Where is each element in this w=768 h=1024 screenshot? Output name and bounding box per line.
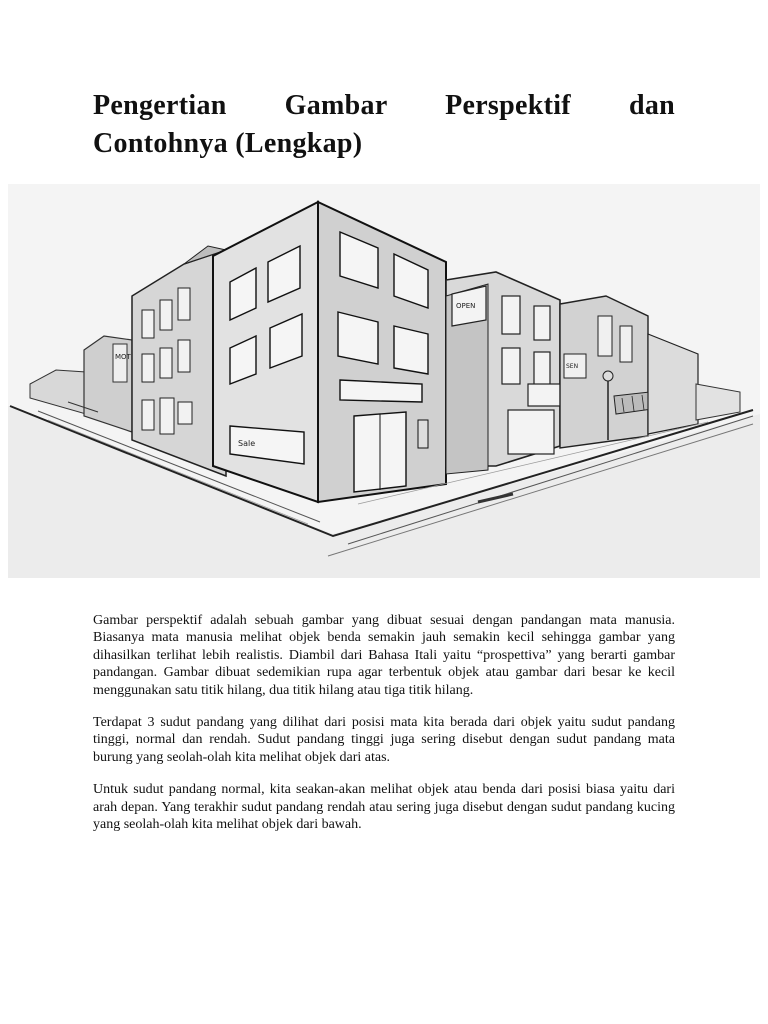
paragraph-3: Untuk sudut pandang normal, kita seakan-akan melihat objek atau benda dari posisi biasa yaitu dari arah depan. Yang terakhir sudut pandang rendah atau sering juga disebut dengan sudut pandang kucing yang seolah-olah kita melihat objek dari bawah. (93, 782, 675, 833)
page-title (93, 87, 675, 163)
title-line-1: Pengertian Gambar Perspektif dan (93, 90, 675, 121)
street-perspective-sketch-icon (8, 184, 760, 578)
paragraph-1: Gambar perspektif adalah sebuah gambar yang dibuat sesuai dengan pandangan mata manusia. Biasanya mata manusia melihat objek benda semakin jauh semakin kecil sehingga gambar yang dihasilkan terlihat lebih realistis. Diambil dari Bahasa Itali yaitu “prospettiva” yang berarti gambar pandangan. Gambar dibuat sedemikian rupa agar terbentuk objek atau gambar dari besar ke kecil menggunakan satu titik hilang, dua titik hilang atau tiga titik hilang. (93, 613, 675, 698)
svg-text:Sale: Sale (238, 439, 256, 448)
svg-text:MOT: MOT (115, 353, 131, 361)
title-line-2: Contohnya (Lengkap) (93, 128, 363, 159)
svg-text:SEN: SEN (566, 363, 579, 370)
body-text (93, 612, 675, 848)
svg-text:OPEN: OPEN (456, 302, 476, 310)
paragraph-2: Terdapat 3 sudut pandang yang dilihat dari posisi mata kita berada dari objek yaitu sudut pandang tinggi, normal dan rendah. Sudut pandang tinggi juga sering disebut dengan sudut pandang mata burung yang seolah-olah kita melihat objek dari atas. (93, 715, 675, 765)
street-perspective-illustration (8, 184, 760, 578)
